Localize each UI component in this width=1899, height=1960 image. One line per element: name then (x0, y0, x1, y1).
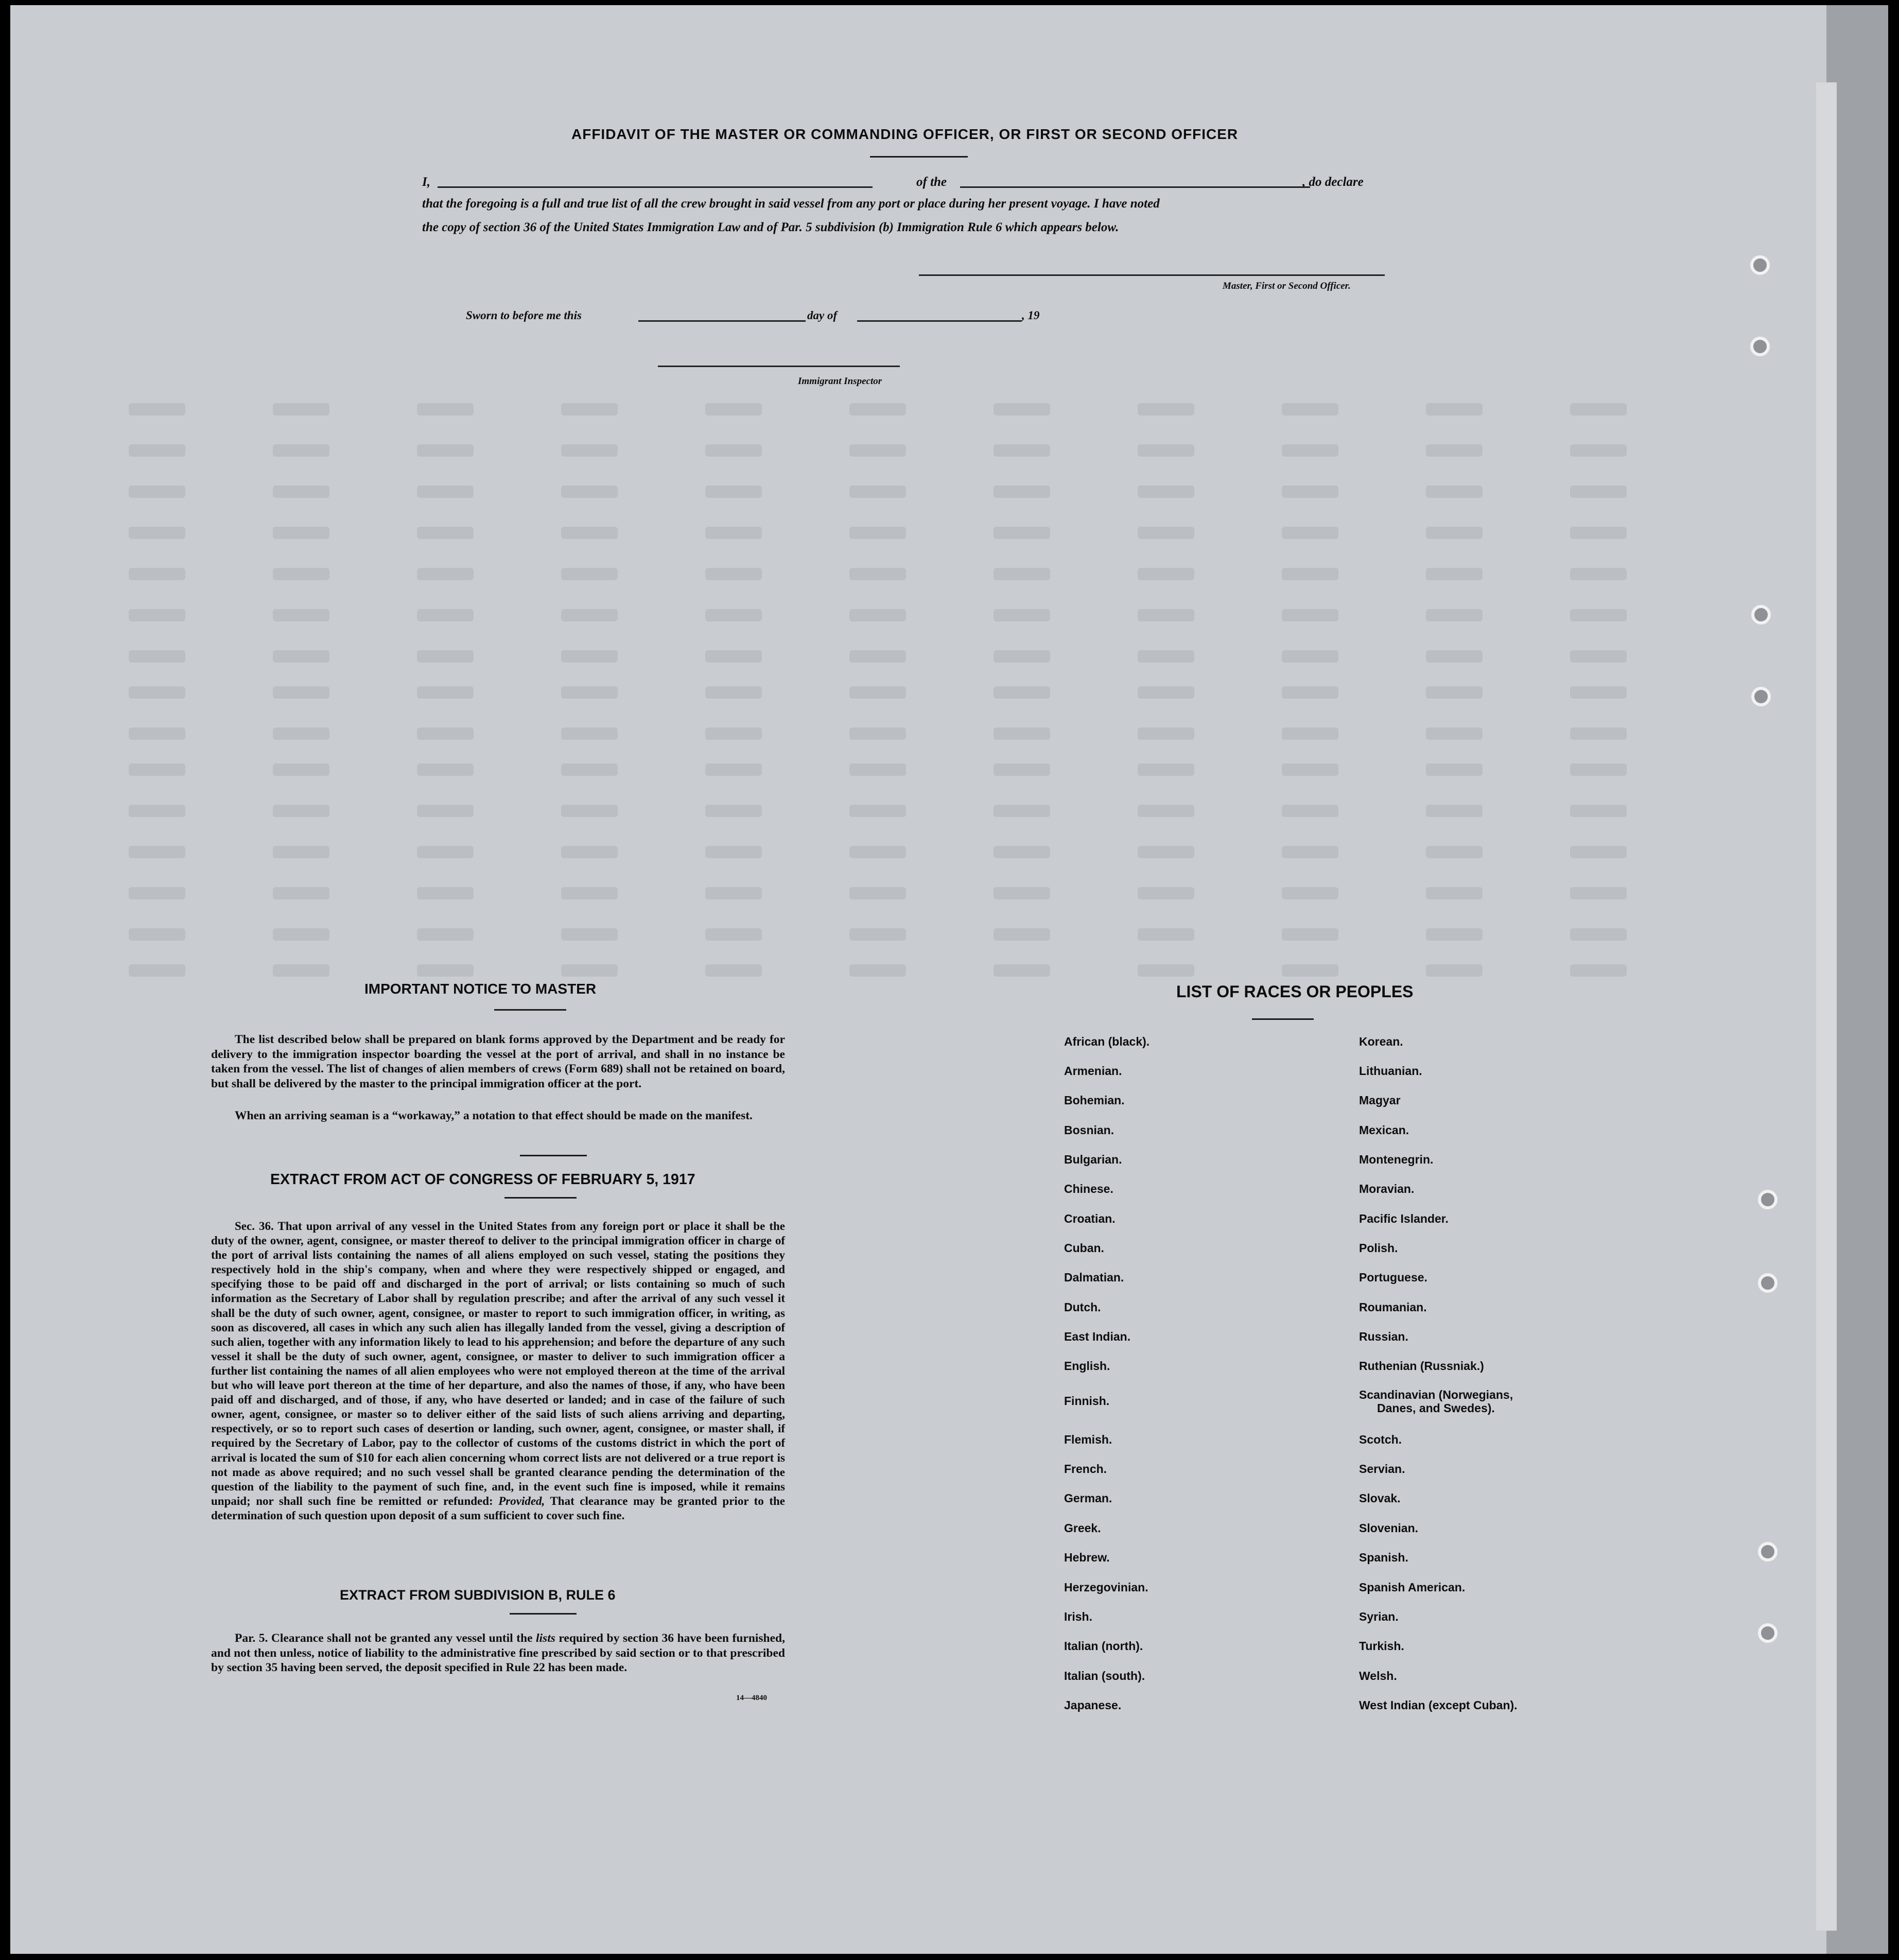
races-underline (1252, 1018, 1314, 1020)
page-edge-inner (1816, 82, 1837, 1931)
race-item: Italian (north). (1064, 1639, 1143, 1653)
affidavit-title: AFFIDAVIT OF THE MASTER OR COMMANDING OFFICER, OR FIRST OR SECOND OFFICER (571, 126, 1239, 142)
rule-lists-word: lists (536, 1632, 555, 1645)
sworn-label: Sworn to before me this (466, 309, 582, 322)
race-item: Japanese. (1064, 1698, 1122, 1712)
act-provided: Provided, (498, 1494, 545, 1507)
race-item: Bosnian. (1064, 1123, 1114, 1137)
race-item: Scandinavian (Norwegians, (1359, 1388, 1513, 1401)
act-body-text: That upon arrival of any vessel in the United States from any foreign port or place it shall be the duty of the owner, agent, consignee, or master thereof to deliver to the principal immigration officer in charge of the port of arrival lists containing the names of all aliens employed on such vessel, stating the positions they respectively hold in the ship's company, when and where they were respectively shipped or engaged, and specifying those to be paid off and discharged in the port of arrival; or lists containing so much of such information as the Secretary of Labor shall by regulation prescribe; and after the arrival of any such vessel it shall be the duty of such owner, agent, consignee, or master to report to such immigration officer, in writing, as soon as discovered, all cases in which any such alien has illegally landed from the vessel, giving a description of such alien, together with any information likely to lead to his apprehension; and before the departure of any such vessel it shall be the duty of such owner, agent, consignee, or master to deliver to such immigration officer a further list containing the names of all alien employees who were not employed thereon at the time of the arrival but who will leave port thereon at the time of her departure, and also the names of those, if any, who have been paid off and discharged, and of those, if any, who have deserted or landed; and in case of the failure of such owner, agent, consignee, or master so to deliver either of the said lists of such aliens arriving and departing, respectively, or so to report such cases of desertion or landing, such owner, agent, consignee, or master shall, if required by the Secretary of Labor, pay to the collector of customs of the customs district in which the port of arrival is located the sum of $10 for each alien concerning whom correct lists are not delivered or a true report is not made as above required; and no such vessel shall be granted clearance pending the determination of the question of the liability to the payment of such fine, and, in the event such fine is imposed, while it remains unpaid; nor shall such fine be remitted or refunded: (211, 1220, 785, 1507)
race-item: Dutch. (1064, 1300, 1101, 1314)
sworn-day-line[interactable] (638, 320, 806, 322)
race-item: Russian. (1359, 1330, 1408, 1343)
act-body (211, 1219, 785, 1523)
day-of-label: day of (807, 309, 838, 322)
binder-hole-icon (1758, 1623, 1778, 1643)
section-divider (520, 1155, 587, 1156)
affidavit-of-the: of the (916, 175, 947, 189)
notice-p1-text: The list described below shall be prepared on blank forms approved by the Department and be ready for delivery to the immigration inspector boarding the vessel at the port of arrival, and shall in no instance be taken from the vessel. The list of changes of alien members of crews (Form 689) shall not be retained on board, but shall be delivered by the master to the principal immigration officer at the port. (211, 1033, 785, 1090)
title-underline (870, 156, 968, 158)
race-item: Spanish American. (1359, 1581, 1466, 1594)
race-item: Flemish. (1064, 1433, 1112, 1446)
race-item: Slovak. (1359, 1491, 1401, 1505)
notice-underline (494, 1009, 566, 1011)
year-label: , 19 (1022, 309, 1040, 322)
race-item: Irish. (1064, 1610, 1092, 1623)
races-title: LIST OF RACES OR PEOPLES (1176, 982, 1414, 1001)
race-item: Slovenian. (1359, 1521, 1419, 1535)
race-item: East Indian. (1064, 1330, 1131, 1343)
act-underline (504, 1197, 577, 1199)
race-item: West Indian (except Cuban). (1359, 1698, 1518, 1712)
notice-heading: IMPORTANT NOTICE TO MASTER (364, 981, 597, 997)
act-sec-label: Sec. 36. (235, 1220, 274, 1233)
race-item: Italian (south). (1064, 1669, 1145, 1683)
sworn-month-line[interactable] (857, 320, 1022, 322)
affidavit-do-declare: , do declare (1302, 175, 1364, 189)
race-item: Spanish. (1359, 1551, 1408, 1564)
race-item: German. (1064, 1491, 1112, 1505)
act-tail-text: That clearance may be granted prior to the determination of such question upon deposit of a sum sufficient to cover such fine. (211, 1494, 785, 1522)
rule-underline (510, 1613, 577, 1615)
race-item: Hebrew. (1064, 1551, 1110, 1564)
affidavit-i-label: I, (422, 175, 430, 189)
race-item: Scotch. (1359, 1433, 1402, 1446)
inspector-signature-line[interactable] (658, 366, 900, 367)
inspector-caption: Immigrant Inspector (798, 376, 882, 387)
race-item: Armenian. (1064, 1064, 1122, 1078)
race-item: Bohemian. (1064, 1094, 1125, 1107)
rule-text-a: Par. 5. Clearance shall not be granted any vessel until the (235, 1632, 533, 1645)
binder-hole-icon (1758, 1190, 1778, 1209)
act-heading: EXTRACT FROM ACT OF CONGRESS OF FEBRUARY 5, 1917 (270, 1171, 695, 1188)
master-signature-line[interactable] (919, 274, 1385, 276)
race-item: African (black). (1064, 1035, 1150, 1048)
race-item: Syrian. (1359, 1610, 1399, 1623)
race-item: Magyar (1359, 1094, 1401, 1107)
race-item: English. (1064, 1359, 1110, 1373)
binder-hole-icon (1750, 255, 1770, 275)
form-number: 14—4840 (736, 1694, 767, 1702)
race-item: Dalmatian. (1064, 1271, 1124, 1284)
notice-paragraph-2 (211, 1108, 785, 1123)
rule-body (211, 1631, 785, 1675)
race-item: Roumanian. (1359, 1300, 1427, 1314)
race-item: Portuguese. (1359, 1271, 1427, 1284)
race-item: Ruthenian (Russniak.) (1359, 1359, 1484, 1373)
affidavit-line-1: that the foregoing is a full and true list of all the crew brought in said vessel from any port or place during her present voyage. I have noted (422, 197, 1160, 211)
race-item: Mexican. (1359, 1123, 1409, 1137)
race-item: Chinese. (1064, 1182, 1113, 1195)
race-item: Moravian. (1359, 1182, 1415, 1195)
race-item: Korean. (1359, 1035, 1403, 1048)
notice-p2-text: When an arriving seaman is a “workaway,” a notation to that effect should be made on the manifest. (235, 1109, 753, 1122)
notice-paragraph-1 (211, 1032, 785, 1091)
affidavit-line-2: the copy of section 36 of the United States Immigration Law and of Par. 5 subdivision (b) Immigration Rule 6 which appears below. (422, 220, 1119, 234)
race-item: Cuban. (1064, 1241, 1104, 1255)
race-item: Croatian. (1064, 1212, 1116, 1225)
race-item: Bulgarian. (1064, 1153, 1122, 1166)
race-item: French. (1064, 1462, 1107, 1476)
rule-heading: EXTRACT FROM SUBDIVISION B, RULE 6 (340, 1587, 616, 1603)
race-item: Herzegovinian. (1064, 1581, 1148, 1594)
race-item: Montenegrin. (1359, 1153, 1434, 1166)
binder-hole-icon (1750, 337, 1770, 356)
race-item: Servian. (1359, 1462, 1405, 1476)
race-item: Finnish. (1064, 1394, 1110, 1408)
race-item: Welsh. (1359, 1669, 1397, 1683)
race-item: Polish. (1359, 1241, 1398, 1255)
name-blank-line[interactable] (438, 186, 873, 188)
rule-text-b: required by section 36 have been furnished, and not then unless, notice of liability to the administrative fine prescribed by said section or to that prescribed by section 35 having been served, the deposit specified in Rule 22 has been made. (211, 1632, 786, 1674)
binder-hole-icon (1758, 1273, 1778, 1293)
master-signature-caption: Master, First or Second Officer. (1223, 281, 1351, 291)
vessel-blank-line[interactable] (960, 186, 1310, 188)
race-item: Greek. (1064, 1521, 1101, 1535)
race-item: Turkish. (1359, 1639, 1404, 1653)
race-item: Danes, and Swedes). (1377, 1401, 1495, 1415)
binder-hole-icon (1758, 1542, 1778, 1562)
race-item: Pacific Islander. (1359, 1212, 1449, 1225)
race-item: Lithuanian. (1359, 1064, 1422, 1078)
